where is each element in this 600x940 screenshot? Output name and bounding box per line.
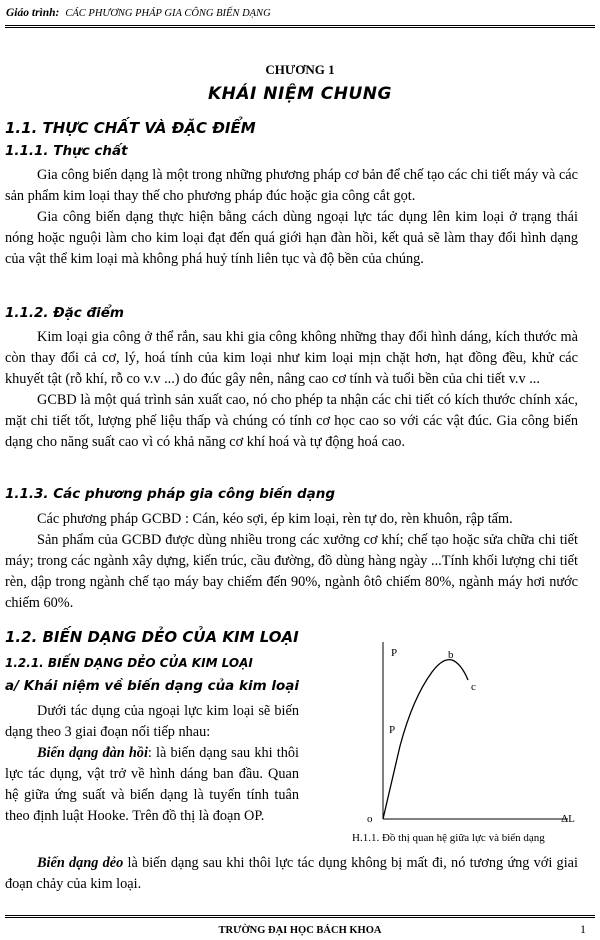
chapter-title: KHÁI NIỆM CHUNG (208, 84, 392, 104)
paragraph: Kim loại gia công ở thể rắn, sau khi gia công không những thay đổi hình dáng, kích thước mà còn thay đổi cả cơ, lý, hoá tính của kim loại như kim loại mịn chặt hơn, hạt đồng đều, khử các khuyết tật (rỗ khí, rỗ co v.v ...) do đúc gây nên, nâng cao cơ tính và tuổi bền của chi tiết v.v ... (5, 329, 578, 387)
figure-caption: H.1.1. Đồ thị quan hệ giữa lực và biến dạng (352, 832, 545, 844)
plastic-definition: là biến dạng sau khi thôi lực tác dụng không bị mất đi, nó tương ứng với giai đoạn chảy của kim loại. (5, 855, 578, 892)
stress-strain-curve (383, 660, 468, 819)
paragraph-elastic (5, 743, 299, 827)
section-1-1-2-body (5, 327, 578, 453)
x-axis-label: ΔL (561, 813, 575, 825)
section-1-2-1a-body (5, 701, 299, 827)
section-1-1-1-body (5, 165, 578, 270)
section-1-1-3-body (5, 509, 578, 614)
paragraph: Sản phẩm của GCBD được dùng nhiều trong các xưởng cơ khí; chế tạo hoặc sửa chữa chi tiết máy; trong các ngành xây dựng, kiến trúc, cầu đường, đồ dùng hàng ngày ...Tính khối lượng chi tiết rèn, dập trong ngành chế tạo máy bay chiếm đến 90%, ngành ôtô chiếm 80%, ngành máy hơi nước chiếm 60%. (5, 532, 578, 611)
term-plastic: Biến dạng dẻo (37, 855, 124, 871)
footer-rule-2 (5, 917, 595, 918)
header-right: CÁC PHƯƠNG PHÁP GIA CÔNG BIẾN DẠNG (65, 8, 271, 19)
section-1-1-3-heading: 1.1.3. Các phương pháp gia công biến dạng (5, 486, 336, 502)
y-axis-label: P (391, 647, 398, 659)
chapter-number: CHƯƠNG 1 (265, 62, 335, 77)
section-1-2-1a-heading: a/ Khái niệm về biến dạng của kim loại (5, 678, 300, 694)
elastic-definition: : là biến dạng sau khi thôi lực tác dụng, vật trở về hình dáng ban đầu. Quan hệ giữa ứng suất và biến dạng là tuyến tính tuân theo định luật Hooke. Trên đồ thị là đoạn OP. (5, 745, 299, 824)
section-1-1-2-heading: 1.1.2. Đặc điểm (5, 305, 125, 321)
term-elastic: Biến dạng đàn hồi (37, 745, 148, 761)
header-rule (5, 25, 595, 26)
force-deformation-figure (340, 636, 590, 832)
paragraph: GCBD là một quá trình sản xuất cao, nó cho phép ta nhận các chi tiết có kích thước chính xác, mặt chi tiết tốt, lượng phế liệu thấp và chúng có tính cơ học cao so với các vật đúc. Gia công biến dạng cho năng suất cao vì có khả năng cơ khí hoá và tự động hoá cao. (5, 392, 578, 450)
paragraph: Gia công biến dạng thực hiện bằng cách dùng ngoại lực tác dụng lên kim loại ở trạng thái nóng hoặc nguội làm cho kim loại đạt đến quá giới hạn đàn hồi, kết quả sẽ làm thay đổi hình dạng của vật thể kim loại mà không phá huỷ tính liên tục và độ bền của chúng. (5, 209, 578, 267)
section-1-2-heading: 1.2. BIẾN DẠNG DẺO CỦA KIM LOẠI (5, 628, 299, 646)
section-1-1-heading: 1.1. THỰC CHẤT VÀ ĐẶC ĐIỂM (5, 119, 256, 137)
point-b-label: b (448, 649, 454, 661)
footer-school: TRƯỜNG ĐẠI HỌC BÁCH KHOA (218, 925, 382, 936)
paragraph: Dưới tác dụng của ngoại lực kim loại sẽ biến dạng theo 3 giai đoạn nối tiếp nhau: (5, 703, 299, 740)
point-c-label: c (471, 681, 476, 693)
footer-rule (5, 915, 595, 916)
page-number: 1 (580, 922, 586, 936)
header-left: Giáo trình: (6, 7, 60, 19)
point-p-label: P (389, 724, 396, 736)
section-1-1-1-heading: 1.1.1. Thực chất (5, 143, 128, 159)
header-rule-2 (5, 27, 595, 28)
paragraph-plastic (5, 853, 578, 895)
paragraph: Các phương pháp GCBD : Cán, kéo sợi, ép kim loại, rèn tự do, rèn khuôn, rập tấm. (37, 511, 513, 527)
section-1-2-1-heading: 1.2.1. BIẾN DẠNG DẺO CỦA KIM LOẠI (5, 656, 253, 670)
page-header (6, 7, 271, 19)
origin-label: o (367, 813, 373, 825)
paragraph: Gia công biến dạng là một trong những phương pháp cơ bản để chế tạo các chi tiết máy và các sản phẩm kim loại thay thế cho phương pháp đúc hoặc gia công cắt gọt. (5, 167, 578, 204)
section-1-2-1a-plastic (5, 853, 578, 895)
